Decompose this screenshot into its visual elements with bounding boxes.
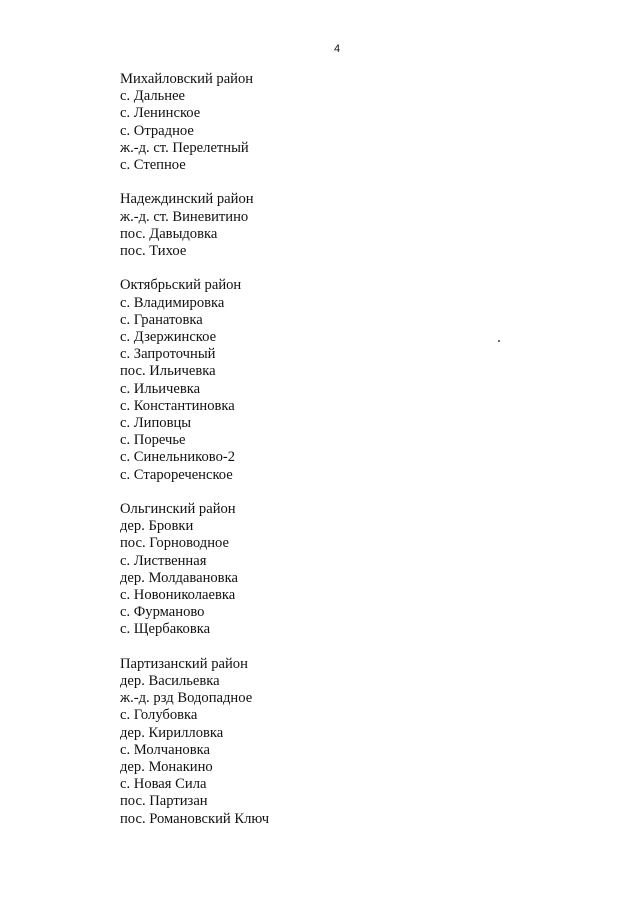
district-name: Михайловский район bbox=[120, 71, 254, 87]
place-item: с. Молчановка bbox=[120, 741, 210, 758]
place-item: с. Степное bbox=[120, 157, 186, 174]
place-item: с. Поречье bbox=[120, 432, 186, 449]
district-name: Ольгинский район bbox=[120, 501, 236, 518]
place-item: с. Константиновка bbox=[120, 397, 235, 414]
place-item: дер. Кирилловка bbox=[120, 724, 224, 741]
place-item: дер. Молдавановка bbox=[120, 569, 238, 586]
place-item: с. Новая Сила bbox=[120, 776, 207, 793]
place-item: с. Лиственная bbox=[120, 552, 207, 569]
district-mikhailovsky bbox=[120, 71, 540, 174]
place-item: дер. Васильевка bbox=[120, 673, 220, 690]
place-item: с. Дальнее bbox=[120, 88, 186, 105]
place-item: пос. Партизан bbox=[120, 793, 208, 810]
place-item: с. Фурманово bbox=[120, 604, 205, 621]
place-item: пос. Горноводное bbox=[120, 535, 229, 552]
place-item: ж.-д. ст. Виневитино bbox=[120, 208, 249, 225]
place-item: ж.-д. рзд Водопадное bbox=[120, 690, 253, 707]
place-item: пос. Ильичевка bbox=[120, 363, 216, 380]
place-item: ж.-д. ст. Перелетный bbox=[120, 139, 249, 156]
place-item: с. Ленинское bbox=[120, 105, 201, 122]
place-item: с. Синельниково-2 bbox=[120, 449, 236, 466]
place-item: с. Владимировка bbox=[120, 294, 225, 311]
place-item: с. Щербаковка bbox=[120, 621, 211, 638]
district-oktyabrsky bbox=[120, 277, 540, 483]
place-item: пос. Романовский Ключ bbox=[120, 810, 270, 827]
place-item: с. Новониколаевка bbox=[120, 587, 236, 604]
page-number: 4 bbox=[334, 43, 341, 55]
place-item: с. Дзержинское bbox=[120, 329, 217, 346]
place-item: с. Липовцы bbox=[120, 415, 192, 432]
place-item: с. Запроточный bbox=[120, 346, 216, 363]
district-name: Надеждинский район bbox=[120, 191, 254, 208]
district-list bbox=[120, 71, 540, 845]
district-partizansky bbox=[120, 656, 540, 828]
place-item: пос. Давыдовка bbox=[120, 225, 218, 242]
place-item: пос. Тихое bbox=[120, 243, 187, 260]
district-nadezhdinsky bbox=[120, 191, 540, 260]
district-name: Партизанский район bbox=[120, 655, 248, 672]
place-item: с. Гранатовка bbox=[120, 311, 203, 328]
place-item: с. Ильичевка bbox=[120, 380, 201, 397]
district-name: Октябрьский район bbox=[120, 277, 242, 294]
place-item: дер. Монакино bbox=[120, 759, 213, 776]
district-olginsky bbox=[120, 501, 540, 639]
place-item: с. Старореченское bbox=[120, 466, 233, 483]
scan-speck bbox=[498, 340, 500, 342]
place-item: с. Голубовка bbox=[120, 707, 198, 724]
place-item: дер. Бровки bbox=[120, 518, 194, 535]
place-item: с. Отрадное bbox=[120, 122, 194, 139]
